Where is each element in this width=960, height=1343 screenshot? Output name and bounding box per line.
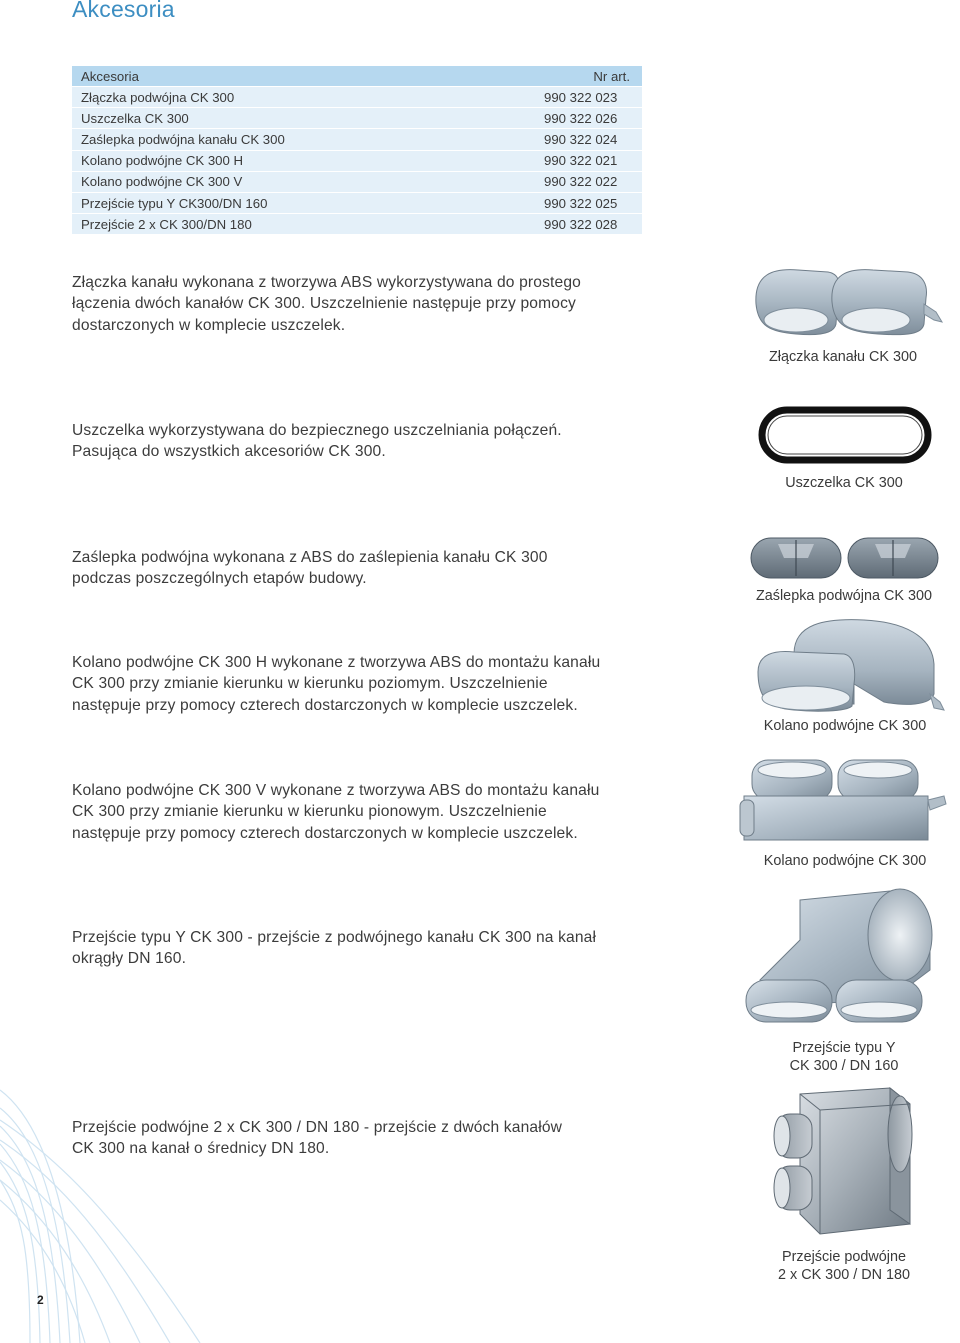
table-row (72, 87, 642, 108)
cell-article: 990 322 021 (530, 150, 642, 171)
product-description-elbow-h (72, 652, 672, 716)
cell-article: 990 322 023 (530, 87, 642, 108)
description-line: Przejście podwójne 2 x CK 300 / DN 180 - przejście z dwóch kanałów (72, 1119, 563, 1136)
caption-line: CK 300 / DN 160 (789, 1058, 899, 1074)
box-transition-icon (770, 1074, 920, 1244)
description-line: następuje przy pomocy czterech dostarczonych w komplecie uszczelek. (72, 696, 578, 714)
description-line: podczas poszczególnych etapów budowy. (72, 570, 367, 588)
cell-name: Kolano podwójne CK 300 V (72, 171, 530, 192)
cell-article: 990 322 028 (530, 214, 642, 235)
elbow-h-icon (754, 614, 946, 714)
cell-article: 990 322 022 (530, 171, 642, 192)
cell-name: Uszczelka CK 300 (72, 108, 530, 129)
accessories-table (72, 66, 642, 234)
caption-elbow-v (735, 852, 955, 870)
description-line: Pasująca do wszystkich akcesoriów CK 300. (72, 443, 386, 461)
description-line: dostarczonych w komplecie uszczelek. (72, 316, 346, 334)
description-line: Przejście typu Y CK 300 - przejście z podwójnego kanału CK 300 na kanał (72, 929, 597, 946)
table-header-article: Nr art. (530, 66, 642, 87)
cell-name: Zaślepka podwójna kanału CK 300 (72, 129, 530, 150)
description-line: okrągły DN 160. (72, 950, 187, 968)
description-line: Kolano podwójne CK 300 V wykonane z tworzywa ABS do montażu kanału (72, 782, 600, 799)
caption-line: 2 x CK 300 / DN 180 (778, 1267, 910, 1283)
caption-connector (733, 348, 953, 366)
table-row (72, 171, 642, 192)
caption-end-cap (734, 587, 954, 605)
gasket-icon (756, 404, 934, 466)
description-line: CK 300 przy zmianie kierunku w kierunku pionowym. Uszczelnienie (72, 803, 547, 821)
product-description-connector (72, 272, 672, 336)
duct-connector-icon (748, 264, 948, 340)
product-description-box-transition (72, 1117, 672, 1160)
description-line: CK 300 na kanał o średnicy DN 180. (72, 1140, 330, 1158)
caption-line: Złączka kanału CK 300 (769, 349, 917, 365)
product-description-y-transition (72, 927, 672, 970)
cell-article: 990 322 025 (530, 192, 642, 213)
caption-line: Przejście podwójne (782, 1249, 906, 1265)
table-row (72, 214, 642, 235)
caption-gasket (734, 474, 954, 492)
table-row (72, 192, 642, 213)
cell-article: 990 322 024 (530, 129, 642, 150)
description-line: Uszczelka wykorzystywana do bezpiecznego uszczelniania połączeń. (72, 422, 562, 439)
table-header-row (72, 66, 642, 87)
cell-article: 990 322 026 (530, 108, 642, 129)
description-line: CK 300 przy zmianie kierunku w kierunku poziomym. Uszczelnienie (72, 675, 548, 693)
elbow-v-icon (738, 756, 948, 848)
caption-box-transition (734, 1248, 954, 1284)
table-row (72, 150, 642, 171)
description-line: następuje przy pomocy czterech dostarczonych w komplecie uszczelek. (72, 824, 578, 842)
product-description-end-cap (72, 547, 672, 590)
cell-name: Kolano podwójne CK 300 H (72, 150, 530, 171)
description-line: Kolano podwójne CK 300 H wykonane z tworzywa ABS do montażu kanału (72, 654, 601, 671)
caption-line: Uszczelka CK 300 (785, 475, 903, 491)
page-number: 2 (37, 1293, 44, 1307)
cell-name: Przejście 2 x CK 300/DN 180 (72, 214, 530, 235)
table-row (72, 108, 642, 129)
cell-name: Złączka podwójna CK 300 (72, 87, 530, 108)
description-line: Złączka kanału wykonana z tworzywa ABS wykorzystywana do prostego (72, 274, 581, 291)
product-description-gasket (72, 420, 672, 463)
caption-elbow-h (735, 717, 955, 735)
table-row (72, 129, 642, 150)
description-line: Zaślepka podwójna wykonana z ABS do zaślepienia kanału CK 300 (72, 549, 548, 566)
page-title: Akcesoria (72, 0, 175, 22)
caption-line: Zaślepka podwójna CK 300 (756, 588, 932, 604)
end-cap-icon (748, 534, 942, 584)
description-line: łączenia dwóch kanałów CK 300. Uszczelnienie następuje przy pomocy (72, 295, 576, 313)
table-header-name: Akcesoria (72, 66, 530, 87)
cell-name: Przejście typu Y CK300/DN 160 (72, 192, 530, 213)
caption-line: Kolano podwójne CK 300 (763, 853, 927, 869)
caption-y-transition (734, 1039, 954, 1075)
caption-line: Przejście typu Y (792, 1040, 896, 1056)
y-transition-icon (740, 880, 940, 1030)
caption-line: Kolano podwójne CK 300 (763, 718, 927, 734)
product-description-elbow-v (72, 780, 672, 844)
